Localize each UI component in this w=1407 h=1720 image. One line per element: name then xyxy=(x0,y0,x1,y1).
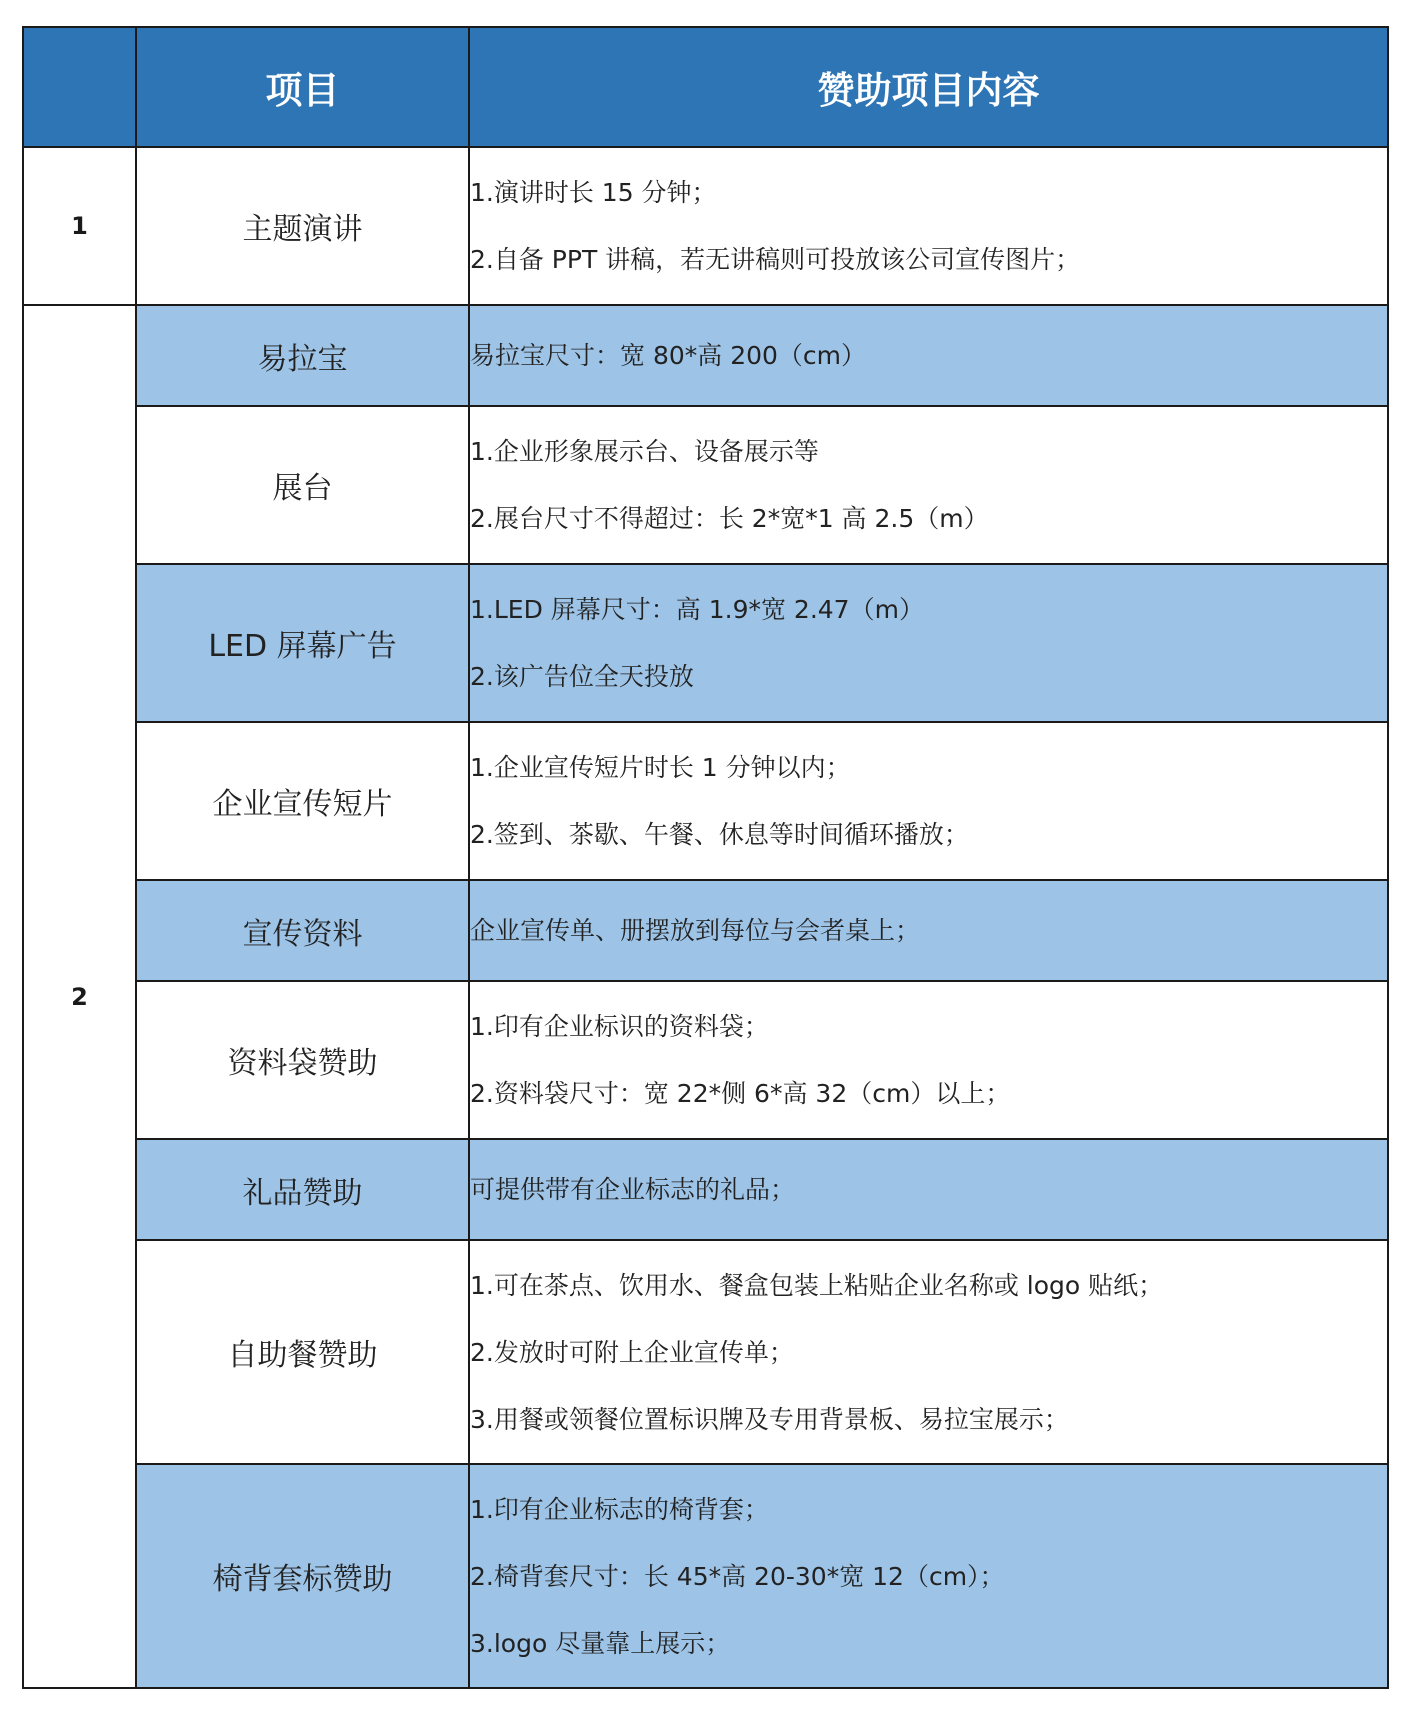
header-content: 赞助项目内容 xyxy=(469,27,1388,147)
item-content xyxy=(469,147,1388,305)
item-name: 礼品赞助 xyxy=(136,1139,469,1240)
item-content xyxy=(469,1240,1388,1464)
table-row xyxy=(23,880,1388,981)
content-line: 3.logo 尽量靠上展示； xyxy=(470,1628,731,1658)
content-line: 2.自备 PPT 讲稿，若无讲稿则可投放该公司宣传图片； xyxy=(470,245,1081,274)
table-row xyxy=(23,305,1388,406)
content-line: 1.印有企业标志的椅背套； xyxy=(470,1494,769,1524)
table-row xyxy=(23,147,1388,305)
item-content xyxy=(469,1139,1388,1240)
item-name: 企业宣传短片 xyxy=(136,722,469,880)
content-line: 1.企业宣传短片时长 1 分钟以内； xyxy=(470,753,851,782)
item-name: 自助餐赞助 xyxy=(136,1240,469,1464)
content-line: 2.签到、茶歇、午餐、休息等时间循环播放； xyxy=(470,820,969,849)
item-name: 展台 xyxy=(136,406,469,564)
item-content xyxy=(469,564,1388,722)
item-name: 主题演讲 xyxy=(136,147,469,305)
table-row xyxy=(23,1139,1388,1240)
item-name: 椅背套标赞助 xyxy=(136,1464,469,1688)
content-line: 可提供带有企业标志的礼品； xyxy=(470,1175,796,1204)
item-content xyxy=(469,406,1388,564)
content-line: 1.企业形象展示台、设备展示等 xyxy=(470,437,819,466)
table-row xyxy=(23,406,1388,564)
table-row xyxy=(23,564,1388,722)
content-line: 2.展台尺寸不得超过：长 2*宽*1 高 2.5（m） xyxy=(470,504,989,533)
table-row xyxy=(23,1464,1388,1688)
item-name: LED 屏幕广告 xyxy=(136,564,469,722)
content-line: 1.印有企业标识的资料袋； xyxy=(470,1012,769,1041)
row-number: 1 xyxy=(23,147,136,305)
sponsorship-table xyxy=(22,26,1389,1689)
content-line: 2.该广告位全天投放 xyxy=(470,662,694,691)
table-row xyxy=(23,1240,1388,1464)
item-name: 易拉宝 xyxy=(136,305,469,406)
content-line: 1.演讲时长 15 分钟； xyxy=(470,178,717,207)
item-content xyxy=(469,880,1388,981)
content-line: 2.资料袋尺寸：宽 22*侧 6*高 32（cm）以上； xyxy=(470,1079,1011,1108)
content-line: 1.可在茶点、饮用水、餐盒包装上粘贴企业名称或 logo 贴纸； xyxy=(470,1270,1164,1300)
item-name: 宣传资料 xyxy=(136,880,469,981)
item-content xyxy=(469,981,1388,1139)
item-content xyxy=(469,305,1388,406)
table-row xyxy=(23,981,1388,1139)
header-item: 项目 xyxy=(136,27,469,147)
content-line: 2.椅背套尺寸：长 45*高 20-30*宽 12（cm）； xyxy=(470,1561,1005,1591)
item-content xyxy=(469,1464,1388,1688)
content-line: 易拉宝尺寸：宽 80*高 200（cm） xyxy=(470,341,867,370)
content-line: 2.发放时可附上企业宣传单； xyxy=(470,1337,794,1367)
table-row xyxy=(23,722,1388,880)
content-line: 3.用餐或领餐位置标识牌及专用背景板、易拉宝展示； xyxy=(470,1404,1069,1434)
table-header-row xyxy=(23,27,1388,147)
item-name: 资料袋赞助 xyxy=(136,981,469,1139)
row-number: 2 xyxy=(23,305,136,1688)
item-content xyxy=(469,722,1388,880)
content-line: 企业宣传单、册摆放到每位与会者桌上； xyxy=(470,916,921,945)
content-line: 1.LED 屏幕尺寸：高 1.9*宽 2.47（m） xyxy=(470,595,924,624)
header-number xyxy=(23,27,136,147)
